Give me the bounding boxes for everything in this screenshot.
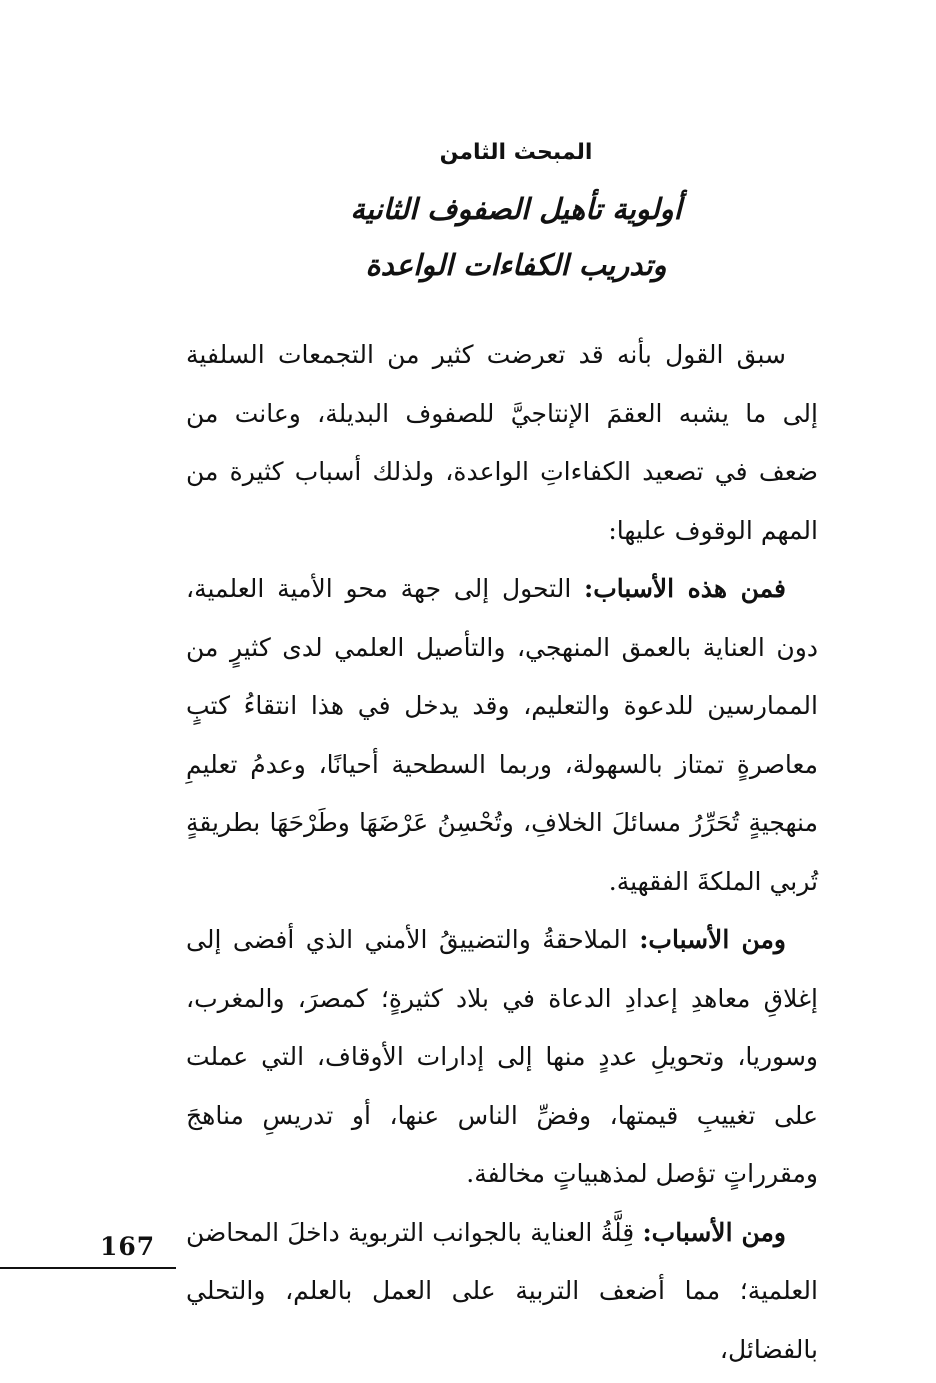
chapter-title-line-2: وتدريب الكفاءات الواعدة bbox=[365, 248, 667, 282]
paragraph-4 bbox=[186, 1204, 818, 1380]
paragraph-text: سبق القول بأنه قد تعرضت كثير من التجمعات السلفية إلى ما يشبه العقمَ الإنتاجيَّ للصفوف البديلة، وعانت من ضعف في تصعيد الكفاءاتِ الواعدة، ولذلك أسباب كثيرة من المهم الوقوف عليها: bbox=[186, 340, 818, 545]
chapter-title-line-1: أولوية تأهيل الصفوف الثانية bbox=[350, 192, 682, 226]
paragraph-1 bbox=[186, 326, 818, 560]
paragraph-2 bbox=[186, 560, 818, 911]
paragraph-text: قِلَّةُ العناية بالجوانب التربوية داخلَ المحاضن العلمية؛ مما أضعف التربية على العمل بالعلم، والتحلي بالفضائل، bbox=[186, 1217, 818, 1364]
paragraph-text: التحول إلى جهة محو الأمية العلمية، دون العناية بالعمق المنهجي، والتأصيل العلمي لدى كثيرٍ من الممارسين للدعوة والتعليم، وقد يدخل في هذا انتقاءُ كتبٍ معاصرةٍ تمتاز بالسهولة، وربما السطحية أحيانًا، وعدمُ تعليمِ منهجيةٍ تُحَرِّرُ مسائلَ الخلافِ، وتُحْسِنُ عَرْضَهَا وطَرْحَهَا بطريقةٍ تُربي الملكةَ الفقهية. bbox=[186, 574, 818, 896]
paragraph-3 bbox=[186, 911, 818, 1204]
body-text bbox=[186, 326, 818, 1379]
footer-rule bbox=[0, 1267, 176, 1269]
paragraph-text: الملاحقةُ والتضييقُ الأمني الذي أفضى إلى إغلاقِ معاهدِ إعدادِ الدعاة في بلاد كثيرةٍ؛ كمصرَ، والمغرب، وسوريا، وتحويلِ عددٍ منها إلى إدارات الأوقاف، التي عملت على تغييبِ قيمتها، وفضِّ الناس عنها، أو تدريسِ مناهجَ ومقرراتٍ تؤصل لمذهبياتٍ مخالفة. bbox=[186, 925, 818, 1188]
paragraph-lead: ومن الأسباب: bbox=[642, 1217, 786, 1247]
paragraph-lead: فمن هذه الأسباب: bbox=[584, 574, 787, 603]
page-number: 167 bbox=[100, 1232, 156, 1261]
section-label: المبحث الثامن bbox=[439, 140, 593, 165]
paragraph-lead: ومن الأسباب: bbox=[639, 925, 786, 954]
